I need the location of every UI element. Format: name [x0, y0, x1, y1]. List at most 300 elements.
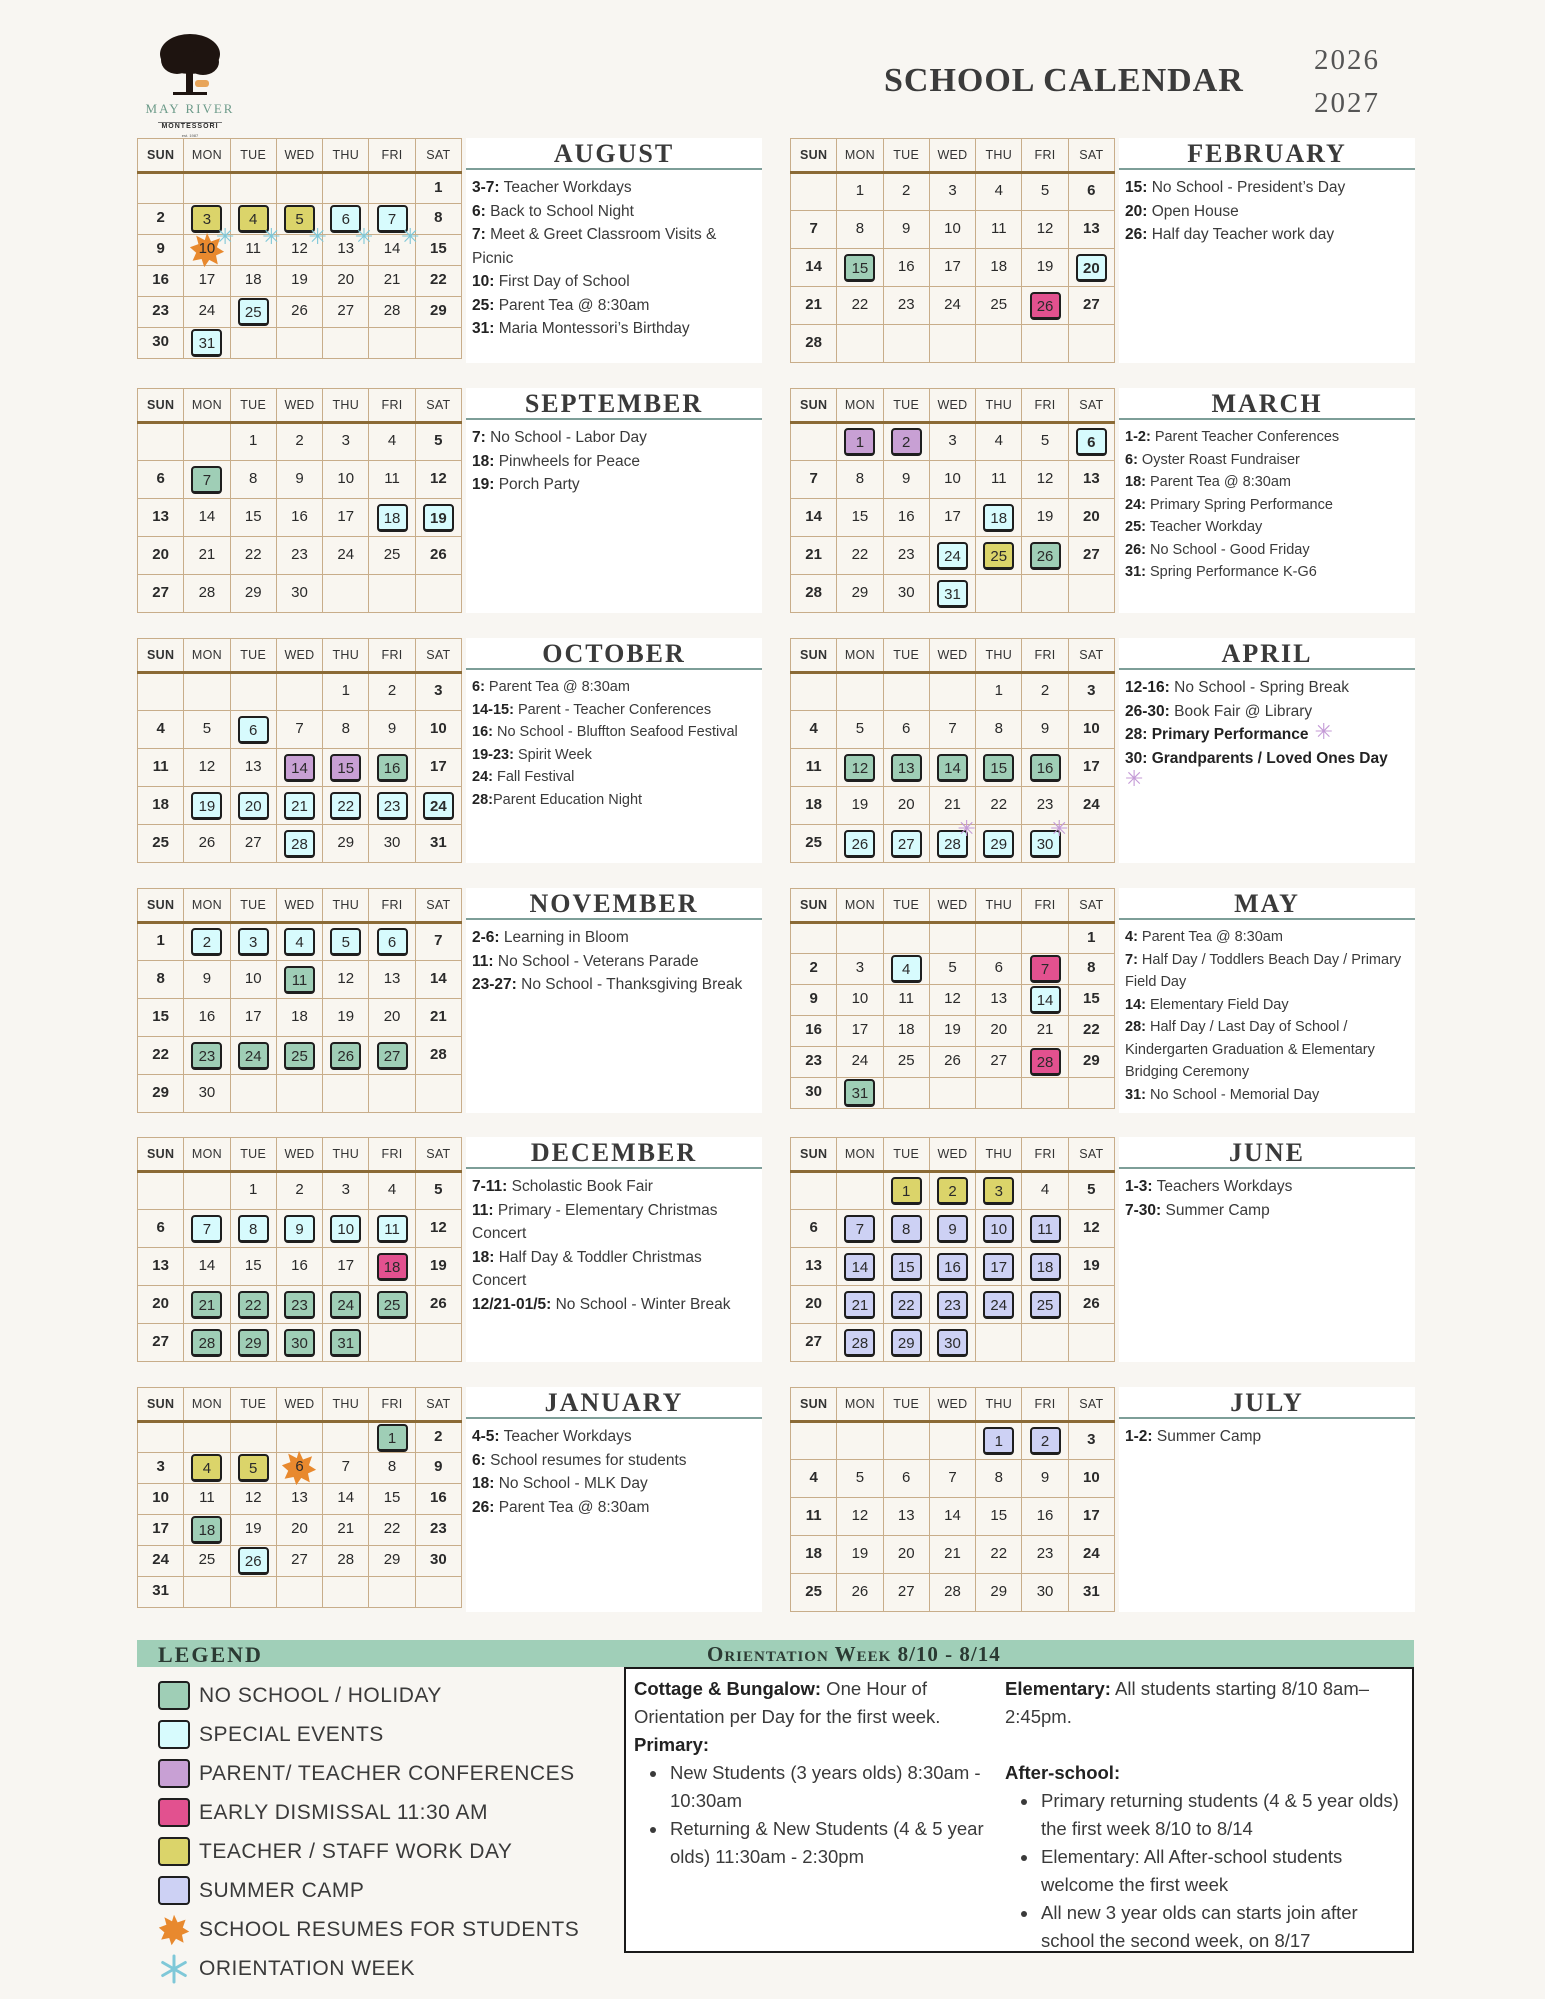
day-number[interactable]: 6: [994, 959, 1003, 976]
day-number[interactable]: 21: [430, 1007, 447, 1025]
day-number[interactable]: 11: [990, 469, 1007, 487]
day-number[interactable]: 15: [983, 754, 1014, 782]
day-number[interactable]: 29: [383, 1551, 401, 1568]
day-number[interactable]: 30: [1036, 1582, 1054, 1600]
day-number[interactable]: 26: [844, 830, 875, 858]
day-number[interactable]: 13: [291, 1489, 308, 1506]
day-number[interactable]: 17: [944, 507, 961, 525]
day-number[interactable]: 25: [897, 1052, 915, 1069]
day-number[interactable]: 24: [851, 1052, 869, 1069]
day-number[interactable]: 25: [198, 1551, 216, 1568]
day-number[interactable]: 14 ✳: [383, 224, 420, 257]
day-number[interactable]: 15: [430, 240, 447, 257]
day-number[interactable]: 10: [851, 990, 869, 1007]
day-number[interactable]: 13 ✳: [337, 224, 374, 257]
day-number[interactable]: 12: [430, 469, 447, 487]
day-number[interactable]: 20: [152, 1294, 169, 1312]
day-number[interactable]: 8: [1087, 959, 1096, 976]
day-number[interactable]: 28: [844, 1329, 875, 1357]
day-number[interactable]: 9: [937, 1215, 968, 1243]
day-number[interactable]: 18: [897, 1021, 915, 1038]
day-number[interactable]: 25: [805, 833, 822, 851]
day-number[interactable]: 11: [805, 757, 822, 775]
day-number[interactable]: 9: [156, 240, 165, 257]
day-number[interactable]: 24: [423, 792, 454, 820]
day-number[interactable]: 10: [152, 1489, 169, 1506]
day-number[interactable]: 30: [805, 1083, 822, 1100]
day-number[interactable]: 27: [152, 583, 169, 601]
day-number[interactable]: 29: [851, 583, 869, 601]
day-number[interactable]: 4: [387, 432, 397, 449]
day-number[interactable]: 22: [990, 1544, 1008, 1562]
day-number[interactable]: 25: [152, 833, 169, 851]
day-number[interactable]: 23: [805, 1052, 822, 1069]
day-number[interactable]: 2: [387, 682, 397, 699]
day-number[interactable]: 11: [990, 219, 1007, 237]
day-number[interactable]: 15: [891, 1253, 922, 1281]
day-number[interactable]: 16: [897, 507, 915, 525]
day-number[interactable]: 5: [1040, 432, 1050, 449]
day-number[interactable]: 15: [244, 1256, 262, 1274]
day-number[interactable]: 22: [430, 271, 447, 288]
day-number[interactable]: 3: [191, 205, 222, 233]
day-number[interactable]: 29: [990, 1582, 1008, 1600]
day-number[interactable]: 23: [284, 1291, 315, 1319]
day-number[interactable]: 21: [1036, 1021, 1054, 1038]
day-number[interactable]: 26: [430, 545, 447, 563]
day-number[interactable]: 1: [1087, 928, 1096, 946]
day-number[interactable]: 13: [891, 754, 922, 782]
day-number[interactable]: 2: [891, 428, 922, 456]
day-number[interactable]: 10 ✳: [191, 236, 222, 264]
day-number[interactable]: 18: [152, 795, 169, 813]
day-number[interactable]: 30: [383, 833, 401, 851]
day-number[interactable]: 26: [1083, 1294, 1100, 1312]
day-number[interactable]: 18: [291, 1007, 308, 1025]
day-number[interactable]: 9: [387, 719, 397, 737]
day-number[interactable]: 27: [891, 830, 922, 858]
day-number[interactable]: 15: [330, 754, 361, 782]
day-number[interactable]: 22: [1083, 1021, 1100, 1038]
day-number[interactable]: 5: [238, 1454, 269, 1482]
day-number[interactable]: 30: [430, 1551, 447, 1568]
day-number[interactable]: 3: [1087, 682, 1096, 699]
day-number[interactable]: 7: [377, 205, 408, 233]
day-number[interactable]: 12: [844, 754, 875, 782]
day-number[interactable]: 7: [295, 719, 304, 737]
day-number[interactable]: 21: [383, 271, 401, 288]
day-number[interactable]: 5: [855, 719, 865, 737]
day-number[interactable]: 16: [198, 1007, 216, 1025]
day-number[interactable]: 25: [383, 545, 401, 563]
day-number[interactable]: 12: [1036, 469, 1054, 487]
day-number[interactable]: 1: [994, 682, 1003, 699]
day-number[interactable]: 26: [1030, 542, 1061, 570]
day-number[interactable]: 31: [844, 1079, 875, 1107]
day-number[interactable]: 10: [337, 469, 355, 487]
day-number[interactable]: 27: [377, 1042, 408, 1070]
day-number[interactable]: 24: [944, 295, 961, 313]
day-number[interactable]: 23: [1036, 1544, 1054, 1562]
day-number[interactable]: 27: [1083, 545, 1100, 563]
day-number[interactable]: 4: [284, 928, 315, 956]
day-number[interactable]: 28 ✳: [937, 830, 968, 858]
day-number[interactable]: 31: [430, 833, 447, 851]
day-number[interactable]: 14: [198, 507, 216, 525]
day-number[interactable]: 21: [805, 545, 822, 563]
day-number[interactable]: 17: [851, 1021, 869, 1038]
day-number[interactable]: 11: [384, 469, 400, 487]
day-number[interactable]: 25: [983, 542, 1014, 570]
day-number[interactable]: 22: [152, 1045, 169, 1063]
day-number[interactable]: 30: [897, 583, 915, 601]
day-number[interactable]: 22: [851, 295, 869, 313]
day-number[interactable]: 1: [249, 432, 258, 449]
day-number[interactable]: 29: [1083, 1052, 1100, 1069]
day-number[interactable]: 21: [805, 295, 822, 313]
day-number[interactable]: 14: [844, 1253, 875, 1281]
day-number[interactable]: 19: [430, 1256, 447, 1274]
day-number[interactable]: 27: [1083, 295, 1100, 313]
day-number[interactable]: 16: [897, 257, 915, 275]
day-number[interactable]: 6: [330, 205, 361, 233]
day-number[interactable]: 8: [341, 719, 350, 737]
day-number[interactable]: 28: [337, 1551, 355, 1568]
day-number[interactable]: 9: [902, 469, 911, 487]
day-number[interactable]: 19: [191, 792, 222, 820]
day-number[interactable]: 24: [198, 302, 216, 319]
day-number[interactable]: 28: [805, 583, 822, 601]
day-number[interactable]: 11: [152, 757, 169, 775]
day-number[interactable]: 25: [805, 1582, 822, 1600]
day-number[interactable]: 22: [383, 1520, 401, 1537]
day-number[interactable]: 17: [198, 271, 216, 288]
day-number[interactable]: 4: [1040, 1181, 1050, 1198]
day-number[interactable]: 7: [191, 1215, 222, 1243]
day-number[interactable]: 31: [152, 1582, 169, 1599]
day-number[interactable]: 3: [238, 928, 269, 956]
day-number[interactable]: 27: [244, 833, 262, 851]
day-number[interactable]: 4: [238, 205, 269, 233]
day-number[interactable]: 29: [152, 1083, 169, 1101]
day-number[interactable]: 26: [944, 1052, 961, 1069]
day-number[interactable]: 27: [897, 1582, 915, 1600]
day-number[interactable]: 2: [1030, 1427, 1061, 1455]
day-number[interactable]: 17: [1083, 757, 1100, 775]
day-number[interactable]: 2: [295, 432, 304, 449]
day-number[interactable]: 25: [990, 295, 1008, 313]
day-number[interactable]: 18: [377, 1253, 408, 1281]
day-number[interactable]: 27: [337, 302, 355, 319]
day-number[interactable]: 26: [1030, 292, 1061, 320]
day-number[interactable]: 1: [983, 1427, 1014, 1455]
day-number[interactable]: 14: [805, 507, 822, 525]
day-number[interactable]: 10: [330, 1215, 361, 1243]
day-number[interactable]: 10: [944, 469, 961, 487]
day-number[interactable]: 7: [844, 1215, 875, 1243]
day-number[interactable]: 29: [244, 583, 262, 601]
day-number[interactable]: 19: [1036, 507, 1054, 525]
day-number[interactable]: 16: [152, 271, 169, 288]
day-number[interactable]: 22: [990, 795, 1008, 813]
day-number[interactable]: 6: [902, 1468, 911, 1486]
day-number[interactable]: 1: [377, 1424, 408, 1452]
day-number[interactable]: 14: [1030, 986, 1061, 1014]
day-number[interactable]: 13: [152, 1256, 169, 1274]
day-number[interactable]: 20: [897, 795, 915, 813]
day-number[interactable]: 8: [434, 209, 443, 226]
day-number[interactable]: 28: [805, 333, 822, 351]
day-number[interactable]: 14: [805, 257, 822, 275]
day-number[interactable]: 24: [238, 1042, 269, 1070]
day-number[interactable]: 14: [944, 1506, 961, 1524]
day-number[interactable]: 15: [851, 507, 869, 525]
day-number[interactable]: 28: [430, 1045, 447, 1063]
day-number[interactable]: 10: [1083, 1468, 1100, 1486]
day-number[interactable]: 8: [238, 1215, 269, 1243]
day-number[interactable]: 14: [284, 754, 315, 782]
day-number[interactable]: 5: [202, 719, 212, 737]
day-number[interactable]: 20: [990, 1021, 1008, 1038]
day-number[interactable]: 1: [341, 682, 350, 699]
day-number[interactable]: 11: [284, 966, 315, 994]
day-number[interactable]: 9: [809, 990, 818, 1007]
day-number[interactable]: 5: [855, 1468, 865, 1486]
day-number[interactable]: 15: [1083, 990, 1100, 1007]
day-number[interactable]: 6: [156, 1218, 165, 1236]
day-number[interactable]: 18: [377, 504, 408, 532]
day-number[interactable]: 3: [855, 959, 865, 976]
day-number[interactable]: 29: [983, 830, 1014, 858]
day-number[interactable]: 25: [238, 298, 269, 326]
day-number[interactable]: 21: [944, 795, 961, 813]
day-number[interactable]: 19: [1036, 257, 1054, 275]
day-number[interactable]: 20: [337, 271, 355, 288]
day-number[interactable]: 14: [337, 1489, 355, 1506]
day-number[interactable]: 20: [805, 1294, 822, 1312]
day-number[interactable]: 18: [983, 504, 1014, 532]
day-number[interactable]: 2: [295, 1181, 304, 1198]
day-number[interactable]: 9: [902, 219, 911, 237]
day-number[interactable]: 5: [330, 928, 361, 956]
day-number[interactable]: 30: [291, 583, 308, 601]
day-number[interactable]: 12: [851, 1506, 869, 1524]
day-number[interactable]: 9: [1040, 1468, 1050, 1486]
day-number[interactable]: 15: [244, 507, 262, 525]
day-number[interactable]: 13: [244, 757, 262, 775]
day-number[interactable]: 24: [330, 1291, 361, 1319]
day-number[interactable]: 19: [291, 271, 308, 288]
day-number[interactable]: 11: [377, 1215, 408, 1243]
day-number[interactable]: 4: [191, 1454, 222, 1482]
day-number[interactable]: 9: [202, 969, 212, 987]
day-number[interactable]: 30 ✳: [1030, 830, 1061, 858]
day-number[interactable]: 21: [284, 792, 315, 820]
day-number[interactable]: 16: [377, 754, 408, 782]
day-number[interactable]: 4: [891, 955, 922, 983]
day-number[interactable]: 31: [1083, 1582, 1100, 1600]
day-number[interactable]: 26: [851, 1582, 869, 1600]
day-number[interactable]: 11: [805, 1506, 822, 1524]
day-number[interactable]: 7: [809, 219, 818, 237]
day-number[interactable]: 8: [387, 1458, 397, 1475]
day-number[interactable]: 21: [944, 1544, 961, 1562]
day-number[interactable]: 5: [284, 205, 315, 233]
day-number[interactable]: 2: [902, 182, 911, 199]
day-number[interactable]: 15: [383, 1489, 401, 1506]
day-number[interactable]: 4: [387, 1181, 397, 1198]
day-number[interactable]: 21: [191, 1291, 222, 1319]
day-number[interactable]: 30: [937, 1329, 968, 1357]
day-number[interactable]: 27: [990, 1052, 1008, 1069]
day-number[interactable]: 17: [244, 1007, 262, 1025]
day-number[interactable]: 12: [244, 1489, 262, 1506]
day-number[interactable]: 18: [191, 1516, 222, 1544]
day-number[interactable]: 19: [944, 1021, 961, 1038]
day-number[interactable]: 22: [244, 545, 262, 563]
day-number[interactable]: 13: [152, 507, 169, 525]
day-number[interactable]: 11: [898, 990, 914, 1007]
day-number[interactable]: 6: [238, 716, 269, 744]
day-number[interactable]: 13: [805, 1256, 822, 1274]
day-number[interactable]: 17: [430, 757, 447, 775]
day-number[interactable]: 7: [1030, 955, 1061, 983]
day-number[interactable]: 22: [891, 1291, 922, 1319]
day-number[interactable]: 31: [191, 329, 222, 357]
day-number[interactable]: 1: [844, 428, 875, 456]
day-number[interactable]: 4: [156, 719, 165, 737]
day-number[interactable]: 27: [291, 1551, 308, 1568]
day-number[interactable]: 22: [330, 792, 361, 820]
day-number[interactable]: 20: [238, 792, 269, 820]
day-number[interactable]: 17: [944, 257, 961, 275]
day-number[interactable]: 7: [191, 466, 222, 494]
day-number[interactable]: 28: [383, 302, 401, 319]
day-number[interactable]: 2: [809, 959, 818, 976]
day-number[interactable]: 14: [430, 969, 447, 987]
day-number[interactable]: 5: [1040, 182, 1050, 199]
day-number[interactable]: 30: [284, 1329, 315, 1357]
day-number[interactable]: 7: [809, 469, 818, 487]
day-number[interactable]: 18: [990, 257, 1008, 275]
day-number[interactable]: 18: [1030, 1253, 1061, 1281]
day-number[interactable]: 28: [191, 1329, 222, 1357]
day-number[interactable]: 24: [152, 1551, 169, 1568]
day-number[interactable]: 20: [897, 1544, 915, 1562]
day-number[interactable]: 1: [434, 178, 443, 196]
day-number[interactable]: 20: [291, 1520, 308, 1537]
day-number[interactable]: 21: [844, 1291, 875, 1319]
day-number[interactable]: 20: [152, 545, 169, 563]
day-number[interactable]: 13: [383, 969, 401, 987]
day-number[interactable]: 18: [805, 795, 822, 813]
day-number[interactable]: 17: [337, 1256, 355, 1274]
day-number[interactable]: 16: [1036, 1506, 1054, 1524]
day-number[interactable]: 7: [434, 932, 443, 949]
day-number[interactable]: 12: [1083, 1218, 1100, 1236]
day-number[interactable]: 19: [244, 1520, 262, 1537]
day-number[interactable]: 18: [805, 1544, 822, 1562]
day-number[interactable]: 19: [423, 504, 454, 532]
day-number[interactable]: 26: [330, 1042, 361, 1070]
day-number[interactable]: 26: [198, 833, 216, 851]
day-number[interactable]: 20: [1076, 254, 1107, 282]
day-number[interactable]: 25: [377, 1291, 408, 1319]
day-number[interactable]: 12: [337, 969, 355, 987]
day-number[interactable]: 26: [238, 1547, 269, 1575]
day-number[interactable]: 2: [1040, 682, 1050, 699]
day-number[interactable]: 4: [994, 182, 1003, 199]
day-number[interactable]: 23: [897, 295, 915, 313]
day-number[interactable]: 16: [291, 507, 308, 525]
day-number[interactable]: 12 ✳: [291, 224, 327, 257]
day-number[interactable]: 2: [156, 209, 165, 226]
day-number[interactable]: 15: [990, 1506, 1008, 1524]
day-number[interactable]: 6: [809, 1218, 818, 1236]
day-number[interactable]: 31: [330, 1329, 361, 1357]
day-number[interactable]: 23: [937, 1291, 968, 1319]
day-number[interactable]: 9: [434, 1458, 443, 1475]
day-number[interactable]: 23: [1036, 795, 1054, 813]
day-number[interactable]: 24: [1083, 795, 1100, 813]
day-number[interactable]: 6: [1087, 182, 1096, 199]
day-number[interactable]: 20: [383, 1007, 401, 1025]
day-number[interactable]: 20: [1083, 507, 1100, 525]
day-number[interactable]: 12: [944, 990, 961, 1007]
day-number[interactable]: 25: [284, 1042, 315, 1070]
day-number[interactable]: 19: [1083, 1256, 1100, 1274]
day-number[interactable]: 6: [1076, 428, 1107, 456]
day-number[interactable]: 17: [1083, 1506, 1100, 1524]
day-number[interactable]: 24: [337, 545, 355, 563]
day-number[interactable]: 11 ✳: [245, 224, 281, 257]
day-number[interactable]: 6: [377, 928, 408, 956]
day-number[interactable]: 27: [805, 1332, 822, 1350]
day-number[interactable]: 29: [430, 302, 447, 319]
day-number[interactable]: 10: [430, 719, 447, 737]
day-number[interactable]: 1: [249, 1181, 258, 1198]
day-number[interactable]: 8: [249, 469, 258, 487]
day-number[interactable]: 5: [434, 1181, 443, 1198]
day-number[interactable]: 1: [156, 932, 165, 949]
day-number[interactable]: 23: [191, 1042, 222, 1070]
day-number[interactable]: 16: [805, 1021, 822, 1038]
day-number[interactable]: 22: [851, 545, 869, 563]
day-number[interactable]: 10: [244, 969, 262, 987]
day-number[interactable]: 25: [1030, 1291, 1061, 1319]
day-number[interactable]: 19: [851, 1544, 869, 1562]
day-number[interactable]: 3: [948, 182, 957, 199]
day-number[interactable]: 5: [948, 959, 957, 976]
day-number[interactable]: 29: [891, 1329, 922, 1357]
day-number[interactable]: 19: [337, 1007, 355, 1025]
day-number[interactable]: 24: [983, 1291, 1014, 1319]
day-number[interactable]: 23: [897, 545, 915, 563]
day-number[interactable]: 4: [809, 719, 818, 737]
day-number[interactable]: 17: [337, 507, 355, 525]
day-number[interactable]: 2: [434, 1427, 443, 1445]
day-number[interactable]: 7: [948, 1468, 957, 1486]
day-number[interactable]: 19: [851, 795, 869, 813]
day-number[interactable]: 30: [152, 333, 169, 350]
day-number[interactable]: 12: [198, 757, 216, 775]
day-number[interactable]: 11: [199, 1489, 215, 1506]
day-number[interactable]: 10: [944, 219, 961, 237]
day-number[interactable]: 17: [152, 1520, 169, 1537]
day-number[interactable]: 13: [1083, 219, 1100, 237]
day-number[interactable]: 29: [238, 1329, 269, 1357]
day-number[interactable]: 12: [1036, 219, 1054, 237]
